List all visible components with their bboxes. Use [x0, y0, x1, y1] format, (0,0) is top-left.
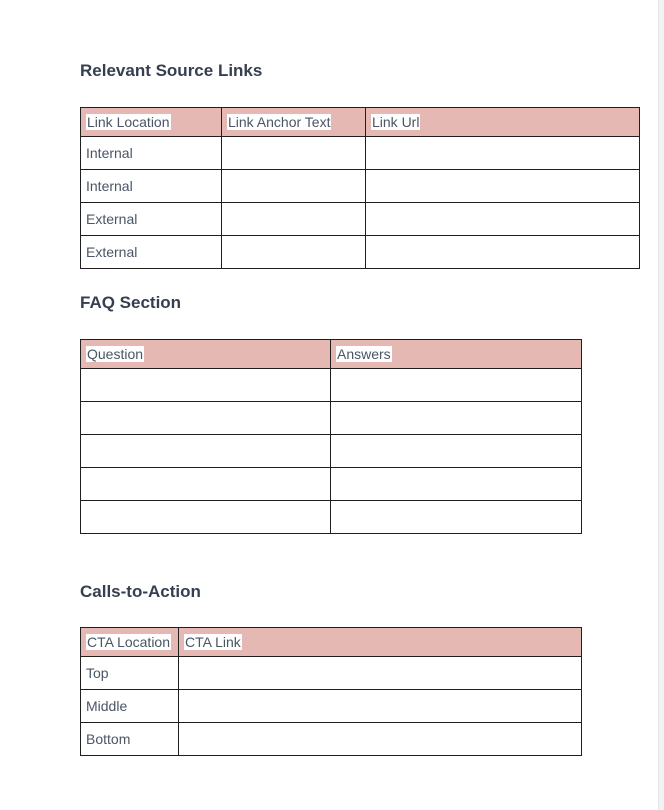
table-cell[interactable]	[179, 723, 582, 756]
faq-heading: FAQ Section	[80, 293, 182, 312]
table-cell[interactable]	[366, 203, 640, 236]
table-cell[interactable]: External	[81, 236, 222, 269]
table-header-row	[81, 108, 640, 137]
table-cell[interactable]	[81, 435, 331, 468]
table-row	[81, 236, 640, 269]
header-cell[interactable]: Link Anchor Text	[222, 108, 366, 137]
table-cell[interactable]	[331, 402, 582, 435]
header-cell[interactable]: Answers	[331, 340, 582, 369]
header-cell[interactable]: CTA Link	[179, 628, 582, 657]
header-cell[interactable]: Question	[81, 340, 331, 369]
table-cell[interactable]: Internal	[81, 137, 222, 170]
table-cell[interactable]	[331, 468, 582, 501]
table-cell[interactable]	[222, 137, 366, 170]
table-cell[interactable]: Middle	[81, 690, 179, 723]
table-cell[interactable]	[366, 236, 640, 269]
table-row	[81, 723, 582, 756]
table-row	[81, 203, 640, 236]
table-cell[interactable]: Top	[81, 657, 179, 690]
table-cell[interactable]	[81, 501, 331, 534]
table-row	[81, 501, 582, 534]
cta-heading: Calls-to-Action	[80, 582, 201, 601]
table-row	[81, 369, 582, 402]
header-cell[interactable]: Link Url	[366, 108, 640, 137]
table-cell[interactable]: Internal	[81, 170, 222, 203]
table-cell[interactable]	[222, 203, 366, 236]
table-cell[interactable]	[81, 468, 331, 501]
table-cell[interactable]: External	[81, 203, 222, 236]
faq-table	[80, 339, 582, 534]
table-cell[interactable]: Bottom	[81, 723, 179, 756]
table-header-row	[81, 628, 582, 657]
table-row	[81, 402, 582, 435]
table-header-row	[81, 340, 582, 369]
table-row	[81, 137, 640, 170]
cta-table	[80, 627, 582, 756]
table-cell[interactable]	[366, 137, 640, 170]
table-row	[81, 170, 640, 203]
table-row	[81, 690, 582, 723]
table-cell[interactable]	[179, 657, 582, 690]
table-cell[interactable]	[331, 501, 582, 534]
table-cell[interactable]	[331, 435, 582, 468]
scrollbar-gutter[interactable]	[658, 0, 664, 810]
table-cell[interactable]	[222, 236, 366, 269]
table-row	[81, 657, 582, 690]
table-row	[81, 435, 582, 468]
header-cell[interactable]: Link Location	[81, 108, 222, 137]
table-cell[interactable]	[222, 170, 366, 203]
table-cell[interactable]	[179, 690, 582, 723]
table-cell[interactable]	[366, 170, 640, 203]
table-cell[interactable]	[81, 369, 331, 402]
source-links-table	[80, 107, 640, 269]
header-cell[interactable]: CTA Location	[81, 628, 179, 657]
table-cell[interactable]	[81, 402, 331, 435]
table-row	[81, 468, 582, 501]
table-cell[interactable]	[331, 369, 582, 402]
source-links-heading: Relevant Source Links	[80, 61, 263, 80]
